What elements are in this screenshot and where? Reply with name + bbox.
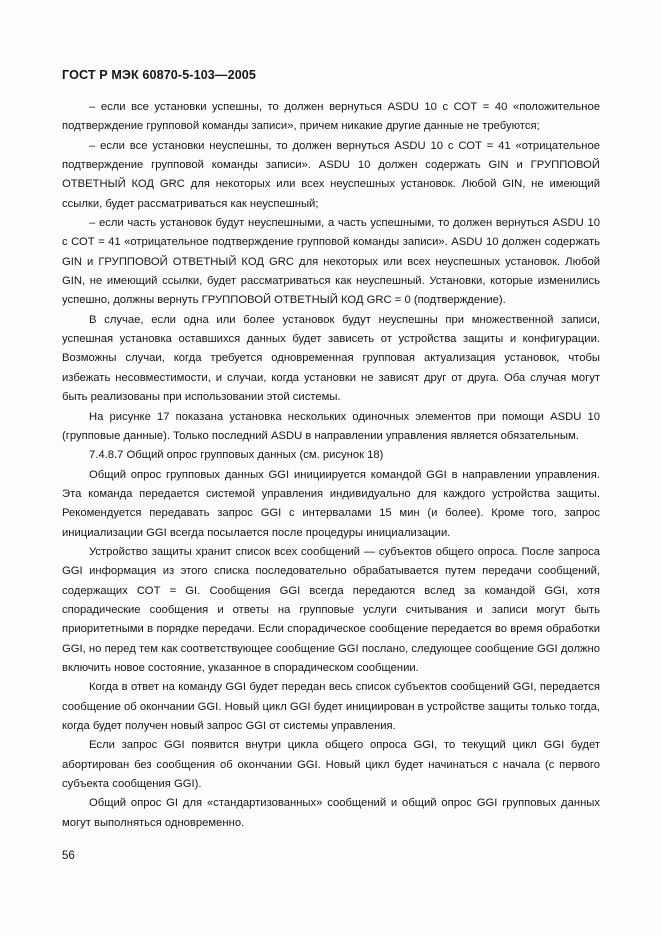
- paragraph-ggi-abort: Если запрос GGI появится внутри цикла общего опроса GGI, то текущий цикл GGI будет абортирован без сообщения об окончании GGI. Новый цикл будет начинаться с начала (с первого субъекта сообщения GGI).: [62, 739, 600, 791]
- paragraph-ggi-message-list: Устройство защиты хранит список всех сообщений — субъектов общего опроса. После запроса GGI информация из этого списка последовательно обрабатывается путем передачи сообщений, содержащих СОТ = GI. Сообщения GGI всегда передаются вслед за командой GGI, хотя спорадические сообщения и ответы на групповые услуги считывания и записи могут быть приоритетными в порядке передачи. Если спорадическое сообщение передается во время обработки GGI, но перед тем как соответствующее сообщение GGI послано, следующее сообщение GGI должно включить новое состояние, указанное в спорадическом сообщении.: [62, 545, 600, 674]
- paragraph-ggi-end: Когда в ответ на команду GGI будет передан весь список субъектов сообщений GGI, передается сообщение об окончании GGI. Новый цикл GGI будет инициирован в устройстве защиты только тогда, когда будет получен новый запрос GGI от системы управления.: [62, 681, 600, 732]
- paragraph-all-unsuccessful: – если все установки неуспешны, то должен вернуться ASDU 10 с СОТ = 41 «отрицательное подтверждение групповой команды записи». ASDU 10 должен содержать GIN и ГРУППОВОЙ ОТВЕТНЫЙ КОД GRC для некоторых или всех неуспешных установок. Любой GIN, не имеющий ссылки, будет рассматриваться как неуспешный;: [62, 139, 600, 210]
- section-heading-7-4-8-7: 7.4.8.7 Общий опрос групповых данных (см. рисунок 18): [89, 449, 384, 462]
- body-text: [62, 98, 600, 833]
- paragraph-figure-17-reference: На рисунке 17 показана установка нескольких одиночных элементов при помощи ASDU 10 (групповые данные). Только последний ASDU в направлении управления является обязательным.: [62, 410, 600, 442]
- page-number: 56: [62, 850, 75, 862]
- paragraph-gi-ggi-simultaneous: Общий опрос GI для «стандартизованных» сообщений и общий опрос GGI групповых данных могут выполняться одновременно.: [62, 797, 600, 829]
- paragraph-partially-successful: – если часть установок будут неуспешными, а часть успешными, то должен вернуться ASDU 10 с СОТ = 41 «отрицательное подтверждение групповой команды записи». ASDU 10 должен содержать GIN и ГРУППОВОЙ ОТВЕТНЫЙ КОД GRC для некоторых или всех неуспешных установок. Любой GIN, не имеющий ссылки, будет рассматриваться как неуспешный. Установки, которые изменились успешно, должны вернуть ГРУППОВОЙ ОТВЕТНЫЙ КОД GRC = 0 (подтверждение).: [62, 217, 600, 307]
- page-header-standard-id: ГОСТ Р МЭК 60870-5-103—2005: [62, 68, 257, 82]
- paragraph-ggi-initiation: Общий опрос групповых данных GGI инициируется командой GGI в направлении управления. Эта команда передается системой управления индивидуально для каждого устройства защиты. Рекомендуется передавать запрос GGI с интервалами 15 мин (и более). Кроме того, запрос инициализации GGI всегда посылается после процедуры инициализации.: [62, 468, 600, 539]
- paragraph-all-successful: – если все установки успешны, то должен вернуться ASDU 10 с СОТ = 40 «положительное подтверждение групповой команды записи», причем никакие другие данные не требуются;: [62, 101, 600, 133]
- paragraph-multiple-write-failure: В случае, если одна или более установок будут неуспешны при множественной записи, успешная установка оставшихся данных будет зависеть от устройства защиты и конфигурации. Возможны случаи, когда требуется одновременная групповая актуализация установок, чтобы избежать несовместимости, и случаи, когда установки не зависят друг от друга. Оба случая могут быть реализованы при использовании этой системы.: [62, 313, 600, 404]
